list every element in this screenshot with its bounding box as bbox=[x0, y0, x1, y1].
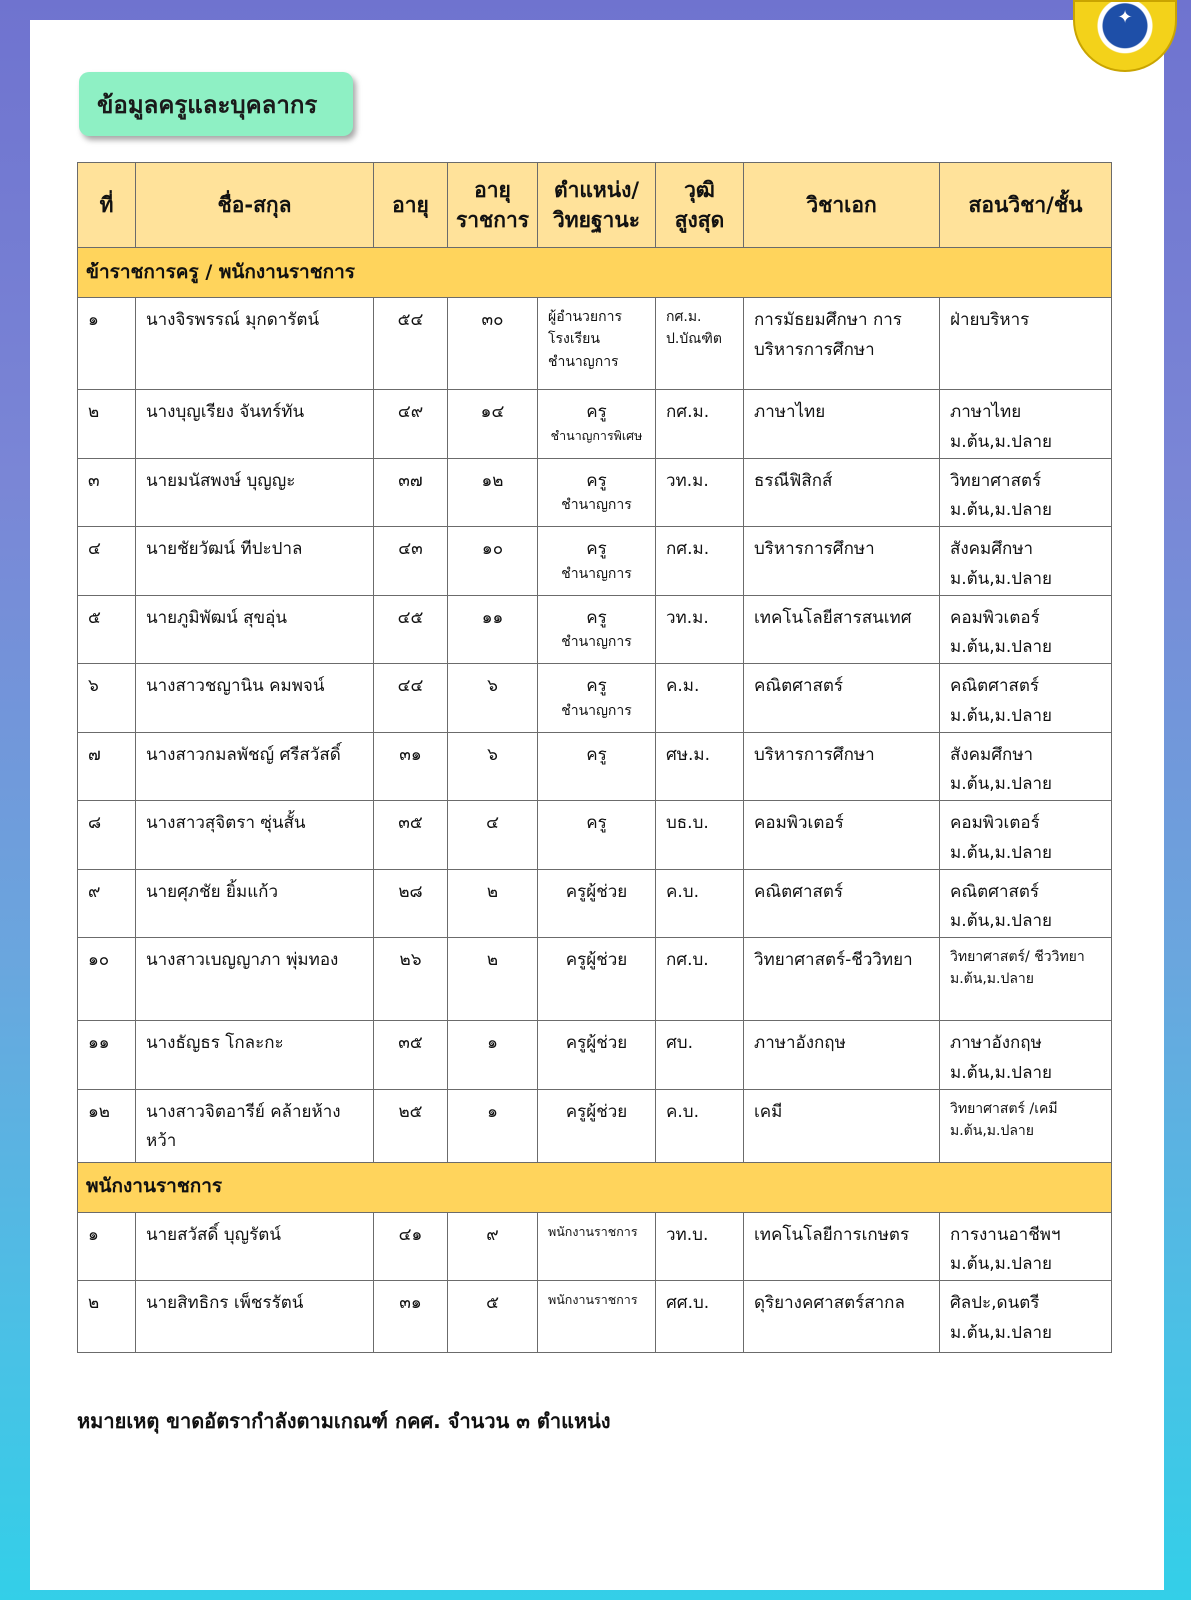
cell-position bbox=[538, 527, 656, 596]
cell-no: ๙ bbox=[78, 869, 136, 938]
cell-name: นางบุญเรียง จันทร์ทัน bbox=[136, 390, 374, 459]
position-rank: ชำนาญการ bbox=[561, 702, 632, 719]
cell-no: ๕ bbox=[78, 595, 136, 664]
position-title: ครูผู้ช่วย bbox=[565, 1033, 628, 1053]
cell-age: ๒๕ bbox=[374, 1089, 448, 1162]
cell-age: ๒๖ bbox=[374, 938, 448, 1021]
cell-teach: คอมพิวเตอร์ ม.ต้น,ม.ปลาย bbox=[940, 595, 1112, 664]
cell-no: ๖ bbox=[78, 664, 136, 733]
footnote: หมายเหตุ ขาดอัตรากำลังตามเกณฑ์ กคศ. จำนวน ๓ ตำแหน่ง bbox=[77, 1409, 611, 1433]
cell-degree: ศษ.ม. bbox=[656, 732, 744, 801]
cell-age: ๔๔ bbox=[374, 664, 448, 733]
cell-name: นางสาวจิตอารีย์ คล้ายห้างหว้า bbox=[136, 1089, 374, 1162]
table-row bbox=[78, 1212, 1112, 1281]
cell-years: ๖ bbox=[448, 732, 538, 801]
cell-major: ภาษาไทย bbox=[744, 390, 940, 459]
section-label: พนักงานราชการ bbox=[78, 1162, 1112, 1212]
cell-no: ๑ bbox=[78, 298, 136, 390]
cell-position bbox=[538, 595, 656, 664]
table-row bbox=[78, 732, 1112, 801]
table-row bbox=[78, 458, 1112, 527]
position-title: ครู bbox=[586, 607, 607, 628]
cell-name: นายมนัสพงษ์ บุญญะ bbox=[136, 458, 374, 527]
cell-teach: คอมพิวเตอร์ ม.ต้น,ม.ปลาย bbox=[940, 801, 1112, 870]
section-row-teachers bbox=[78, 248, 1112, 298]
cell-age: ๒๘ bbox=[374, 869, 448, 938]
cell-teach: ภาษาไทย ม.ต้น,ม.ปลาย bbox=[940, 390, 1112, 459]
cell-degree: กศ.บ. bbox=[656, 938, 744, 1021]
position-title: ครูผู้ช่วย bbox=[565, 881, 628, 902]
cell-years: ๔ bbox=[448, 801, 538, 870]
cell-degree: วท.ม. bbox=[656, 458, 744, 527]
cell-teach: สังคมศึกษา ม.ต้น,ม.ปลาย bbox=[940, 527, 1112, 596]
cell-no: ๓ bbox=[78, 458, 136, 527]
cell-years: ๙ bbox=[448, 1212, 538, 1281]
table-row bbox=[78, 869, 1112, 938]
cell-major: คณิตศาสตร์ bbox=[744, 664, 940, 733]
cell-teach: ภาษาอังกฤษ ม.ต้น,ม.ปลาย bbox=[940, 1021, 1112, 1090]
cell-major: บริหารการศึกษา bbox=[744, 732, 940, 801]
cell-years: ๑ bbox=[448, 1089, 538, 1162]
cell-major: ภาษาอังกฤษ bbox=[744, 1021, 940, 1090]
table-row bbox=[78, 801, 1112, 870]
cell-years: ๒ bbox=[448, 938, 538, 1021]
cell-years: ๑๒ bbox=[448, 458, 538, 527]
cell-years: ๑๔ bbox=[448, 390, 538, 459]
cell-teach: วิทยาศาสตร์ /เคมี ม.ต้น,ม.ปลาย bbox=[940, 1089, 1112, 1162]
cell-no: ๒ bbox=[78, 390, 136, 459]
cell-years: ๕ bbox=[448, 1281, 538, 1353]
cell-major: บริหารการศึกษา bbox=[744, 527, 940, 596]
cell-age: ๔๑ bbox=[374, 1212, 448, 1281]
table-row bbox=[78, 938, 1112, 1021]
cell-position bbox=[538, 938, 656, 1021]
table-row bbox=[78, 298, 1112, 390]
position-title: ครู bbox=[586, 402, 607, 422]
cell-teach: สังคมศึกษา ม.ต้น,ม.ปลาย bbox=[940, 732, 1112, 801]
cell-degree: กศ.ม. bbox=[656, 527, 744, 596]
cell-degree: ศบ. bbox=[656, 1021, 744, 1090]
cell-name: นายชัยวัฒน์ ทีปะปาล bbox=[136, 527, 374, 596]
cell-name: นางจิรพรรณ์ มุกดารัตน์ bbox=[136, 298, 374, 390]
cell-no: ๑๒ bbox=[78, 1089, 136, 1162]
cell-major: คอมพิวเตอร์ bbox=[744, 801, 940, 870]
cell-age: ๓๕ bbox=[374, 801, 448, 870]
cell-age: ๕๔ bbox=[374, 298, 448, 390]
position-rank: ชำนาญการพิเศษ bbox=[550, 427, 643, 443]
header-teach: สอนวิชา/ชั้น bbox=[940, 163, 1112, 248]
position-title: ครู bbox=[586, 676, 607, 696]
cell-position: ผู้อำนวยการ โรงเรียน ชำนาญการ bbox=[538, 298, 656, 390]
table-row bbox=[78, 595, 1112, 664]
cell-name: นางธัญธร โกละกะ bbox=[136, 1021, 374, 1090]
cell-age: ๓๑ bbox=[374, 1281, 448, 1353]
cell-age: ๔๙ bbox=[374, 390, 448, 459]
table-row bbox=[78, 390, 1112, 459]
cell-major: ดุริยางคศาสตร์สากล bbox=[744, 1281, 940, 1353]
cell-no: ๔ bbox=[78, 527, 136, 596]
header-years: อายุ ราชการ bbox=[448, 163, 538, 248]
staff-table bbox=[77, 162, 1112, 1353]
cell-teach: วิทยาศาสตร์ ม.ต้น,ม.ปลาย bbox=[940, 458, 1112, 527]
cell-teach: วิทยาศาสตร์/ ชีววิทยา ม.ต้น,ม.ปลาย bbox=[940, 938, 1112, 1021]
cell-position bbox=[538, 664, 656, 733]
table-row bbox=[78, 527, 1112, 596]
cell-name: นางสาวกมลพัชญ์ ศรีสวัสดิ์ bbox=[136, 732, 374, 801]
cell-major: การมัธยมศึกษา การบริหารการศึกษา bbox=[744, 298, 940, 390]
cell-degree: ค.บ. bbox=[656, 1089, 744, 1162]
cell-position bbox=[538, 869, 656, 938]
cell-years: ๖ bbox=[448, 664, 538, 733]
cell-teach: การงานอาชีพฯ ม.ต้น,ม.ปลาย bbox=[940, 1212, 1112, 1281]
page-title: ข้อมูลครูและบุคลากร bbox=[79, 72, 353, 136]
cell-degree: บธ.บ. bbox=[656, 801, 744, 870]
cell-position bbox=[538, 390, 656, 459]
cell-degree: ศศ.บ. bbox=[656, 1281, 744, 1353]
cell-position bbox=[538, 1089, 656, 1162]
cell-major: เทคโนโลยีการเกษตร bbox=[744, 1212, 940, 1281]
cell-degree: วท.บ. bbox=[656, 1212, 744, 1281]
cell-years: ๑ bbox=[448, 1021, 538, 1090]
logo-emblem-icon: ✦ bbox=[1117, 7, 1133, 28]
cell-no: ๑๑ bbox=[78, 1021, 136, 1090]
cell-age: ๔๓ bbox=[374, 527, 448, 596]
table-row bbox=[78, 1089, 1112, 1162]
cell-position: พนักงานราชการ bbox=[538, 1212, 656, 1281]
cell-degree: ค.ม. bbox=[656, 664, 744, 733]
cell-age: ๓๕ bbox=[374, 1021, 448, 1090]
cell-position bbox=[538, 458, 656, 527]
position-title: ครูผู้ช่วย bbox=[565, 950, 628, 970]
cell-age: ๓๑ bbox=[374, 732, 448, 801]
cell-major: เทคโนโลยีสารสนเทศ bbox=[744, 595, 940, 664]
cell-degree: กศ.ม. ป.บัณฑิต bbox=[656, 298, 744, 390]
section-row-staff bbox=[78, 1162, 1112, 1212]
position-title: ครู bbox=[586, 470, 607, 491]
position-rank: ชำนาญการ bbox=[561, 634, 632, 651]
cell-position bbox=[538, 801, 656, 870]
cell-years: ๓๐ bbox=[448, 298, 538, 390]
cell-major: คณิตศาสตร์ bbox=[744, 869, 940, 938]
cell-major: เคมี bbox=[744, 1089, 940, 1162]
cell-no: ๗ bbox=[78, 732, 136, 801]
cell-name: นางสาวสุจิตรา ซุ่นสั้น bbox=[136, 801, 374, 870]
header-name: ชื่อ-สกุล bbox=[136, 163, 374, 248]
cell-major: วิทยาศาสตร์-ชีววิทยา bbox=[744, 938, 940, 1021]
cell-degree: กศ.ม. bbox=[656, 390, 744, 459]
position-title: ครู bbox=[586, 744, 607, 765]
section-label: ข้าราชการครู / พนักงานราชการ bbox=[78, 248, 1112, 298]
cell-teach: ศิลปะ,ดนตรี ม.ต้น,ม.ปลาย bbox=[940, 1281, 1112, 1353]
position-title: ครู bbox=[586, 539, 607, 559]
cell-position bbox=[538, 732, 656, 801]
cell-no: ๒ bbox=[78, 1281, 136, 1353]
cell-major: ธรณีฟิสิกส์ bbox=[744, 458, 940, 527]
cell-teach: คณิตศาสตร์ ม.ต้น,ม.ปลาย bbox=[940, 869, 1112, 938]
cell-no: ๑๐ bbox=[78, 938, 136, 1021]
table-row bbox=[78, 664, 1112, 733]
cell-name: นายสวัสดิ์ บุญรัตน์ bbox=[136, 1212, 374, 1281]
header-position: ตำแหน่ง/ วิทยฐานะ bbox=[538, 163, 656, 248]
table-header-row bbox=[78, 163, 1112, 248]
cell-age: ๓๗ bbox=[374, 458, 448, 527]
cell-name: นางสาวชญานิน คมพจน์ bbox=[136, 664, 374, 733]
cell-name: นายศุภชัย ยิ้มแก้ว bbox=[136, 869, 374, 938]
cell-years: ๒ bbox=[448, 869, 538, 938]
header-no: ที่ bbox=[78, 163, 136, 248]
cell-position: พนักงานราชการ bbox=[538, 1281, 656, 1353]
header-major: วิชาเอก bbox=[744, 163, 940, 248]
cell-position bbox=[538, 1021, 656, 1090]
cell-name: นายภูมิพัฒน์ สุขอุ่น bbox=[136, 595, 374, 664]
header-age: อายุ bbox=[374, 163, 448, 248]
cell-teach: ฝ่ายบริหาร bbox=[940, 298, 1112, 390]
cell-no: ๑ bbox=[78, 1212, 136, 1281]
cell-teach: คณิตศาสตร์ ม.ต้น,ม.ปลาย bbox=[940, 664, 1112, 733]
cell-degree: ค.บ. bbox=[656, 869, 744, 938]
position-title: ครูผู้ช่วย bbox=[565, 1101, 628, 1122]
position-title: ครู bbox=[586, 813, 607, 833]
cell-years: ๑๑ bbox=[448, 595, 538, 664]
cell-degree: วท.ม. bbox=[656, 595, 744, 664]
cell-age: ๔๕ bbox=[374, 595, 448, 664]
table-row bbox=[78, 1021, 1112, 1090]
table-row bbox=[78, 1281, 1112, 1353]
position-rank: ชำนาญการ bbox=[561, 565, 632, 582]
cell-no: ๘ bbox=[78, 801, 136, 870]
cell-years: ๑๐ bbox=[448, 527, 538, 596]
cell-name: นายสิทธิกร เพ็ชรรัตน์ bbox=[136, 1281, 374, 1353]
position-rank: ชำนาญการ bbox=[561, 497, 632, 514]
header-degree: วุฒิ สูงสุด bbox=[656, 163, 744, 248]
cell-name: นางสาวเบญญาภา พุ่มทอง bbox=[136, 938, 374, 1021]
